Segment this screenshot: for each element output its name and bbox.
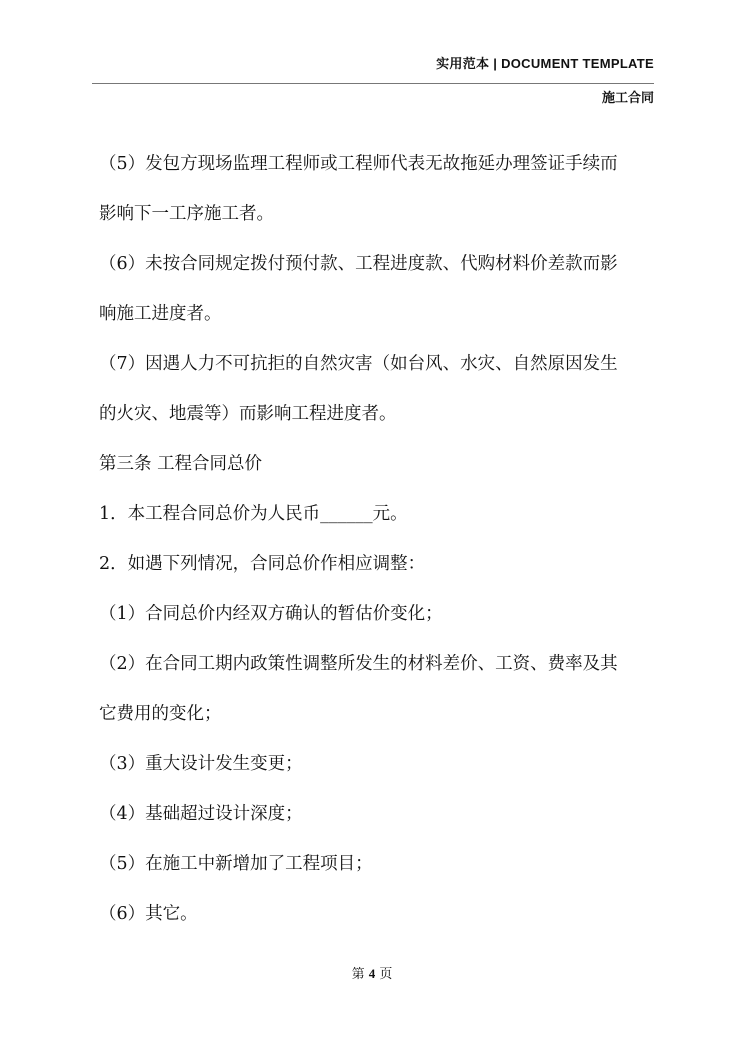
page-number: 4 (368, 966, 376, 981)
body-line: 响施工进度者。 (99, 304, 222, 324)
document-body (99, 139, 659, 939)
body-line: 的火灾、地震等）而影响工程进度者。 (99, 404, 397, 424)
document-title: 施工合同 (601, 90, 654, 105)
body-line: （3）重大设计发生变更； (99, 754, 303, 774)
footer-suffix: 页 (379, 967, 393, 982)
body-line: （4）基础超过设计深度； (99, 804, 303, 824)
footer-prefix: 第 (351, 967, 365, 982)
body-line: 它费用的变化； (99, 704, 222, 724)
body-line: （6）未按合同规定拨付预付款、工程进度款、代购材料价差款而影 (99, 254, 618, 274)
header-title: 实用范本 | DOCUMENT TEMPLATE (436, 56, 654, 71)
body-line: （1）合同总价内经双方确认的暂估价变化； (99, 604, 443, 624)
body-line: 影响下一工序施工者。 (99, 204, 274, 224)
body-line: （5）发包方现场监理工程师或工程师代表无故拖延办理签证手续而 (99, 154, 618, 174)
page-footer (0, 963, 744, 982)
body-line: （2）在合同工期内政策性调整所发生的材料差价、工资、费率及其 (99, 654, 618, 674)
body-line: （7）因遇人力不可抗拒的自然灾害（如台风、水灾、自然原因发生 (99, 354, 618, 374)
section-heading: 第三条 工程合同总价 (99, 454, 263, 474)
header-divider (92, 83, 654, 84)
body-line: （6）其它。 (99, 904, 198, 924)
body-line: 2．如遇下列情况，合同总价作相应调整： (99, 554, 426, 574)
body-line: （5）在施工中新增加了工程项目； (99, 854, 373, 874)
body-line: 1．本工程合同总价为人民币______元。 (99, 504, 408, 524)
